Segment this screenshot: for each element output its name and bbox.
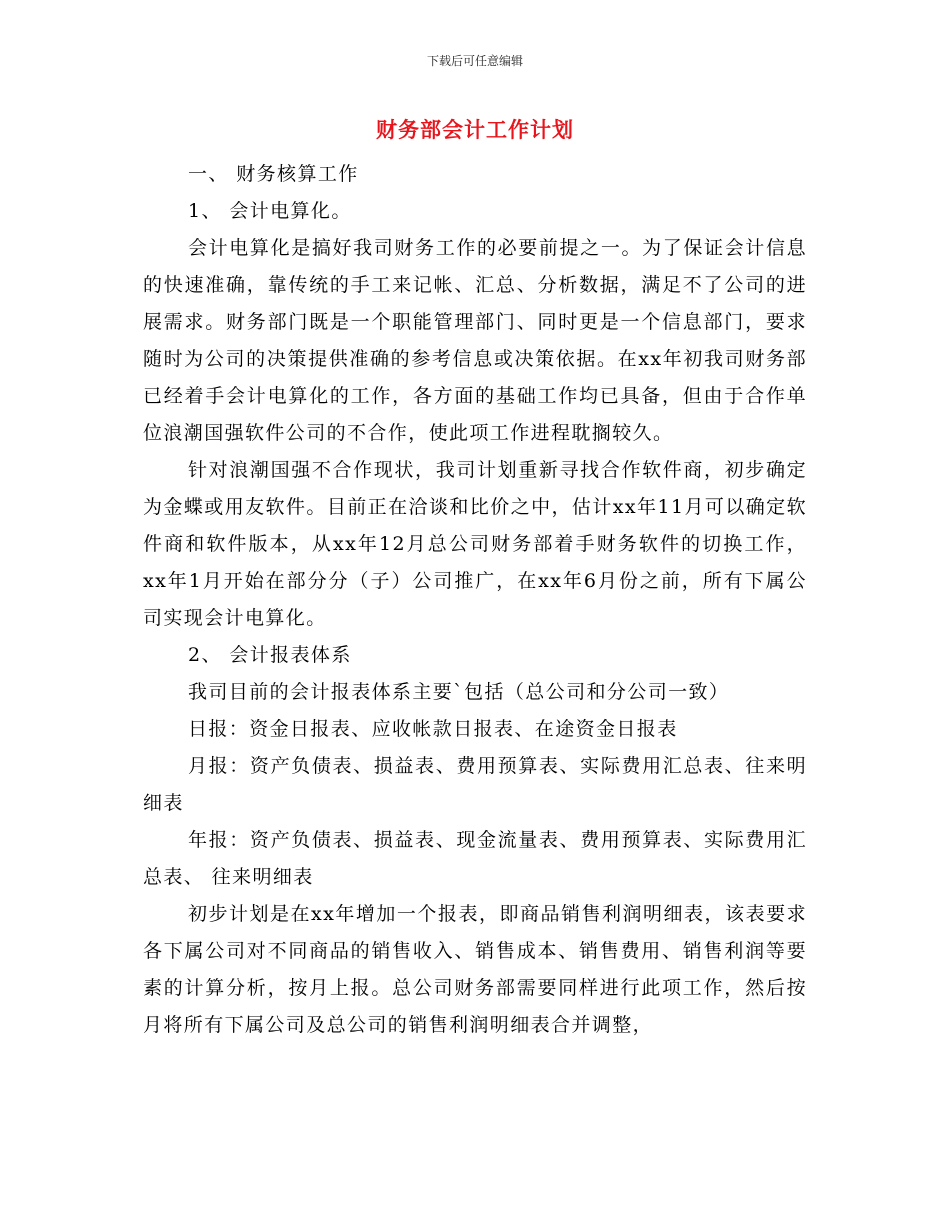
section-heading: 一、 财务核算工作 xyxy=(188,163,359,185)
page-header: 下载后可任意编辑 xyxy=(426,54,523,68)
body-paragraph: 我司目前的会计报表体系主要`包括（总公司和分公司一致） xyxy=(188,681,730,703)
body-paragraph: 会计电算化是搞好我司财务工作的必要前提之一。为了保证会计信息的快速准确，靠传统的手工来记帐、汇总、分析数据，满足不了公司的进展需求。财务部门既是一个职能管理部门、同时更是一个信息部门，要求随时为公司的决策提供准确的参考信息或决策依据。在xx年初我司财务部已经着手会计电算化的工作，各方面的基础工作均已具备，但由于合作单位浪潮国强软件公司的不合作，使此项工作进程耽搁较久。 xyxy=(143,237,807,444)
document-body xyxy=(143,156,807,1044)
body-paragraph: 初步计划是在xx年增加一个报表，即商品销售利润明细表，该表要求各下属公司对不同商品的销售收入、销售成本、销售费用、销售利润等要素的计算分析，按月上报。总公司财务部需要同样进行此项工作，然后按月将所有下属公司及总公司的销售利润明细表合并调整， xyxy=(143,903,807,1036)
body-paragraph: 年报：资产负债表、损益表、现金流量表、费用预算表、实际费用汇总表、 往来明细表 xyxy=(143,829,807,888)
document-title: 财务部会计工作计划 xyxy=(376,117,574,142)
subsection-heading: 2、 会计报表体系 xyxy=(188,644,352,666)
body-paragraph: 针对浪潮国强不合作现状，我司计划重新寻找合作软件商，初步确定为金蝶或用友软件。目前正在洽谈和比价之中，估计xx年11月可以确定软件商和软件版本，从xx年12月总公司财务部着手财务软件的切换工作，xx年1月开始在部分分（子）公司推广，在xx年6月份之前，所有下属公司实现会计电算化。 xyxy=(143,459,807,629)
body-paragraph: 月报：资产负债表、损益表、费用预算表、实际费用汇总表、往来明细表 xyxy=(143,755,807,814)
body-paragraph: 日报：资金日报表、应收帐款日报表、在途资金日报表 xyxy=(188,718,678,740)
subsection-heading: 1、 会计电算化。 xyxy=(188,200,352,222)
